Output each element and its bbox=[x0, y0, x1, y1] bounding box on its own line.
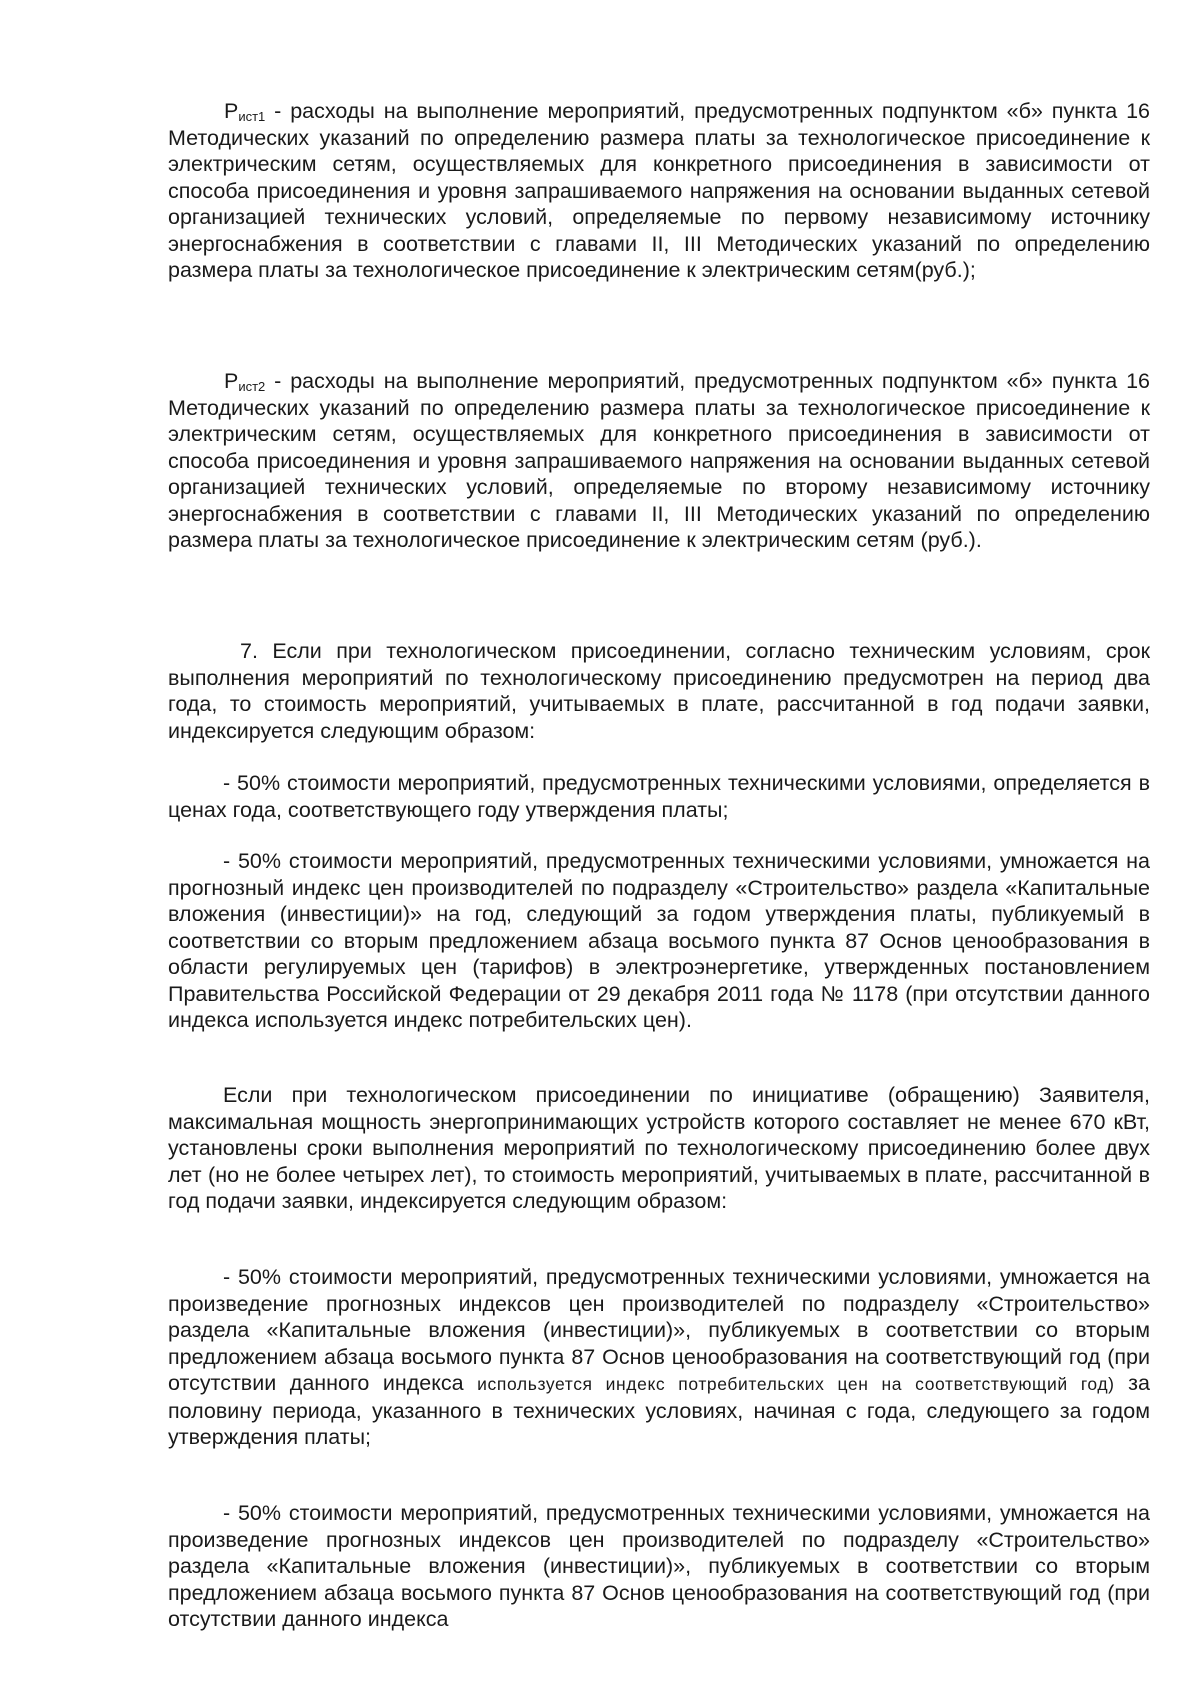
paragraph-dash-3 bbox=[168, 1264, 1150, 1451]
paragraph-dash-4: - 50% стоимости мероприятий, предусмотренных техническими условиями, умножается на произведение прогнозных индексов цен производителей по подразделу «Строительство» раздела «Капитальные вложения (инвестиции)», публикуемых в соответствии со вторым предложением абзаца восьмого пункта 87 Основ ценообразования на соответствующий год (при отсутствии данного индекса bbox=[168, 1501, 1150, 1631]
symbol-p-ist2: Р bbox=[224, 369, 239, 393]
paragraph-p-ist1 bbox=[168, 98, 1150, 284]
paragraph-if-applicant: Если при технологическом присоединении по инициативе (обращению) Заявителя, максимальная мощность энергопринимающих устройств которого составляет не менее 670 кВт, установлены сроки выполнения мероприятий по технологическому присоединению более двух лет (но не более четырех лет), то стоимость мероприятий, учитываемых в плате, рассчитанной в год подачи заявки, индексируется следующим образом: bbox=[168, 1083, 1150, 1213]
subscript-ist1: ист1 bbox=[238, 109, 266, 124]
text-p-ist2: - расходы на выполнение мероприятий, предусмотренных подпунктом «б» пункта 16 Методических указаний по определению размера платы за технологическое присоединение к электрическим сетям, осуществляемых для конкретного присоединения в зависимости от способа присоединения и уровня запрашиваемого напряжения на основании выданных сетевой организацией технических условий, определяемые по второму независимому источнику энергоснабжения в соответствии с главами II, III Методических указаний по определению размера платы за технологическое присоединение к электрическим сетям (руб.). bbox=[168, 369, 1150, 552]
text-p-ist1: - расходы на выполнение мероприятий, предусмотренных подпунктом «б» пункта 16 Методических указаний по определению размера платы за технологическое присоединение к электрическим сетям, осуществляемых для конкретного присоединения в зависимости от способа присоединения и уровня запрашиваемого напряжения на основании выданных сетевой организацией технических условий, определяемые по первому независимому источнику энергоснабжения в соответствии с главами II, III Методических указаний по определению размера платы за технологическое присоединение к электрическим сетям(руб.); bbox=[168, 99, 1150, 282]
text-dash-3-a: - 50% стоимости мероприятий, предусмотренных техническими условиями, умножается на произведение прогнозных индексов цен производителей по подразделу «Строительство» раздела «Капитальные вложения (инвестиции)», публикуемых в соответствии со вторым предложением абзаца восьмого пункта 87 Основ ценообразования на соответствующий год (при отсутствии данного индекса bbox=[168, 1265, 1150, 1395]
subscript-ist2: ист2 bbox=[238, 379, 266, 394]
symbol-p-ist1: Р bbox=[224, 99, 239, 123]
document-page bbox=[168, 0, 1150, 1706]
text-dash-3-small: используется индекс потребительских цен на соответствующий год) bbox=[477, 1374, 1115, 1394]
text-dash-3-b: за половину периода, указанного в технических условиях, начиная с года, следующего за годом утверждения платы; bbox=[168, 1371, 1150, 1449]
paragraph-dash-2: - 50% стоимости мероприятий, предусмотренных техническими условиями, умножается на прогнозный индекс цен производителей по подразделу «Строительство» раздела «Капитальные вложения (инвестиции)» на год, следующий за годом утверждения платы, публикуемый в соответствии со вторым предложением абзаца восьмого пункта 87 Основ ценообразования в области регулируемых цен (тарифов) в электроэнергетике, утвержденных постановлением Правительства Российской Федерации от 29 декабря 2011 года № 1178 (при отсутствии данного индекса используется индекс потребительских цен). bbox=[168, 849, 1150, 1032]
paragraph-p-ist2 bbox=[168, 368, 1150, 554]
paragraph-item-7: 7. Если при технологическом присоединении, согласно техническим условиям, срок выполнения мероприятий по технологическому присоединению предусмотрен на период два года, то стоимость мероприятий, учитываемых в плате, рассчитанной в год подачи заявки, индексируется следующим образом: bbox=[168, 639, 1150, 743]
paragraph-dash-1: - 50% стоимости мероприятий, предусмотренных техническими условиями, определяется в ценах года, соответствующего году утверждения платы; bbox=[168, 771, 1150, 822]
